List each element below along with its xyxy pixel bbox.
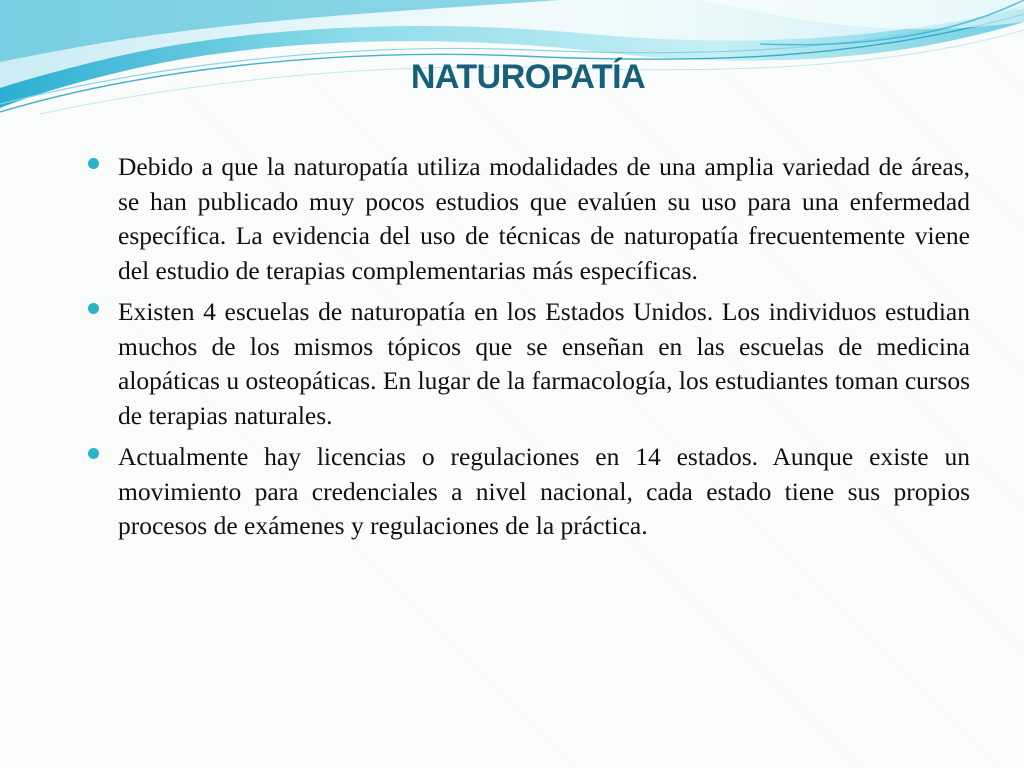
bullet-text: Debido a que la naturopatía utiliza modalidades de una amplia variedad de áreas, se han publicado muy pocos estudios que evalúen su uso para una enfermedad específica. La evidencia del uso de técnicas de naturopatía frecuentemente viene del estudio de terapias complementarias más específicas. (118, 152, 970, 285)
bullet-dot-icon (88, 158, 99, 169)
bullet-item (88, 440, 970, 544)
bullet-item (88, 295, 970, 433)
bullet-text: Existen 4 escuelas de naturopatía en los Estados Unidos. Los individuos estudian muchos de los mismos tópicos que se enseñan en las escuelas de medicina alopáticas u osteopáticas. En lugar de la farmacología, los estudiantes toman cursos de terapias naturales. (118, 297, 970, 430)
bullet-dot-icon (88, 448, 99, 459)
slide-title: NATUROPATÍA (410, 58, 646, 96)
bullet-list (88, 150, 970, 551)
bullet-dot-icon (88, 303, 99, 314)
bullet-item (88, 150, 970, 288)
bullet-text: Actualmente hay licencias o regulaciones en 14 estados. Aunque existe un movimiento para credenciales a nivel nacional, cada estado tiene sus propios procesos de exámenes y regulaciones de la práctica. (118, 442, 970, 540)
